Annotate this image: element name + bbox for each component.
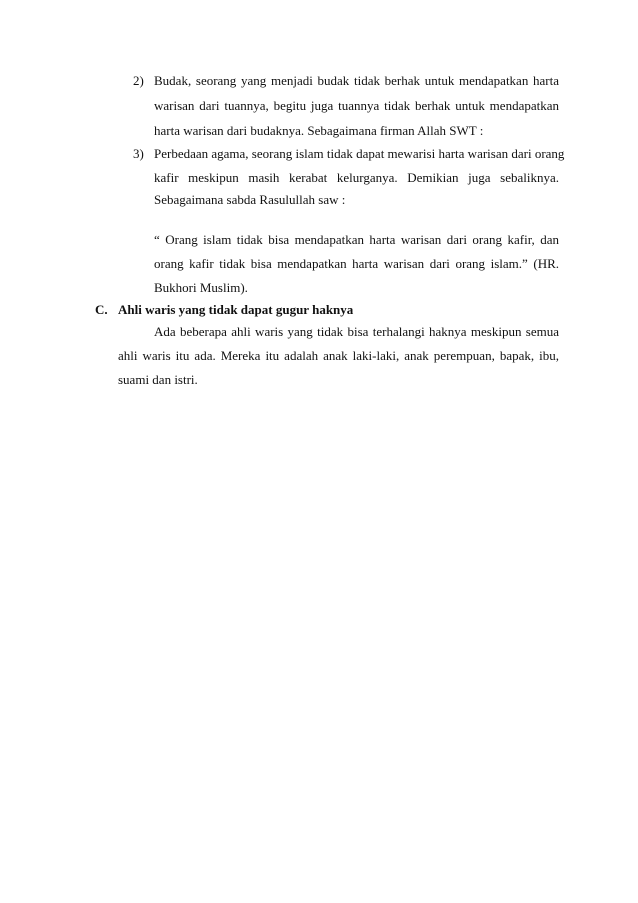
- list-item-line: Budak, seorang yang menjadi budak tidak berhak untuk mendapatkan harta: [154, 73, 559, 88]
- list-item-line: Sebagaimana sabda Rasulullah saw :: [154, 192, 346, 207]
- quote-line: orang kafir tidak bisa mendapatkan harta warisan dari orang islam.” (HR.: [154, 256, 559, 271]
- quote-line: Bukhori Muslim).: [154, 280, 248, 295]
- quote-line: “ Orang islam tidak bisa mendapatkan harta warisan dari orang kafir, dan: [154, 232, 559, 247]
- paragraph-line: ahli waris itu ada. Mereka itu adalah anak laki-laki, anak perempuan, bapak, ibu,: [118, 348, 559, 363]
- section-title: Ahli waris yang tidak dapat gugur haknya: [118, 302, 354, 317]
- list-item-line: kafir meskipun masih kerabat kelurganya. Demikian juga sebaliknya.: [154, 170, 559, 185]
- paragraph-line: Ada beberapa ahli waris yang tidak bisa terhalangi haknya meskipun semua: [154, 324, 559, 339]
- list-number: 3): [133, 146, 144, 161]
- paragraph-line: suami dan istri.: [118, 372, 198, 387]
- section-letter: C.: [95, 302, 108, 317]
- list-number: 2): [133, 73, 144, 88]
- list-item-line: harta warisan dari budaknya. Sebagaimana firman Allah SWT :: [154, 123, 484, 138]
- list-item-line: Perbedaan agama, seorang islam tidak dapat mewarisi harta warisan dari orang: [154, 146, 565, 161]
- list-item-line: warisan dari tuannya, begitu juga tuannya tidak berhak untuk mendapatkan: [154, 98, 559, 113]
